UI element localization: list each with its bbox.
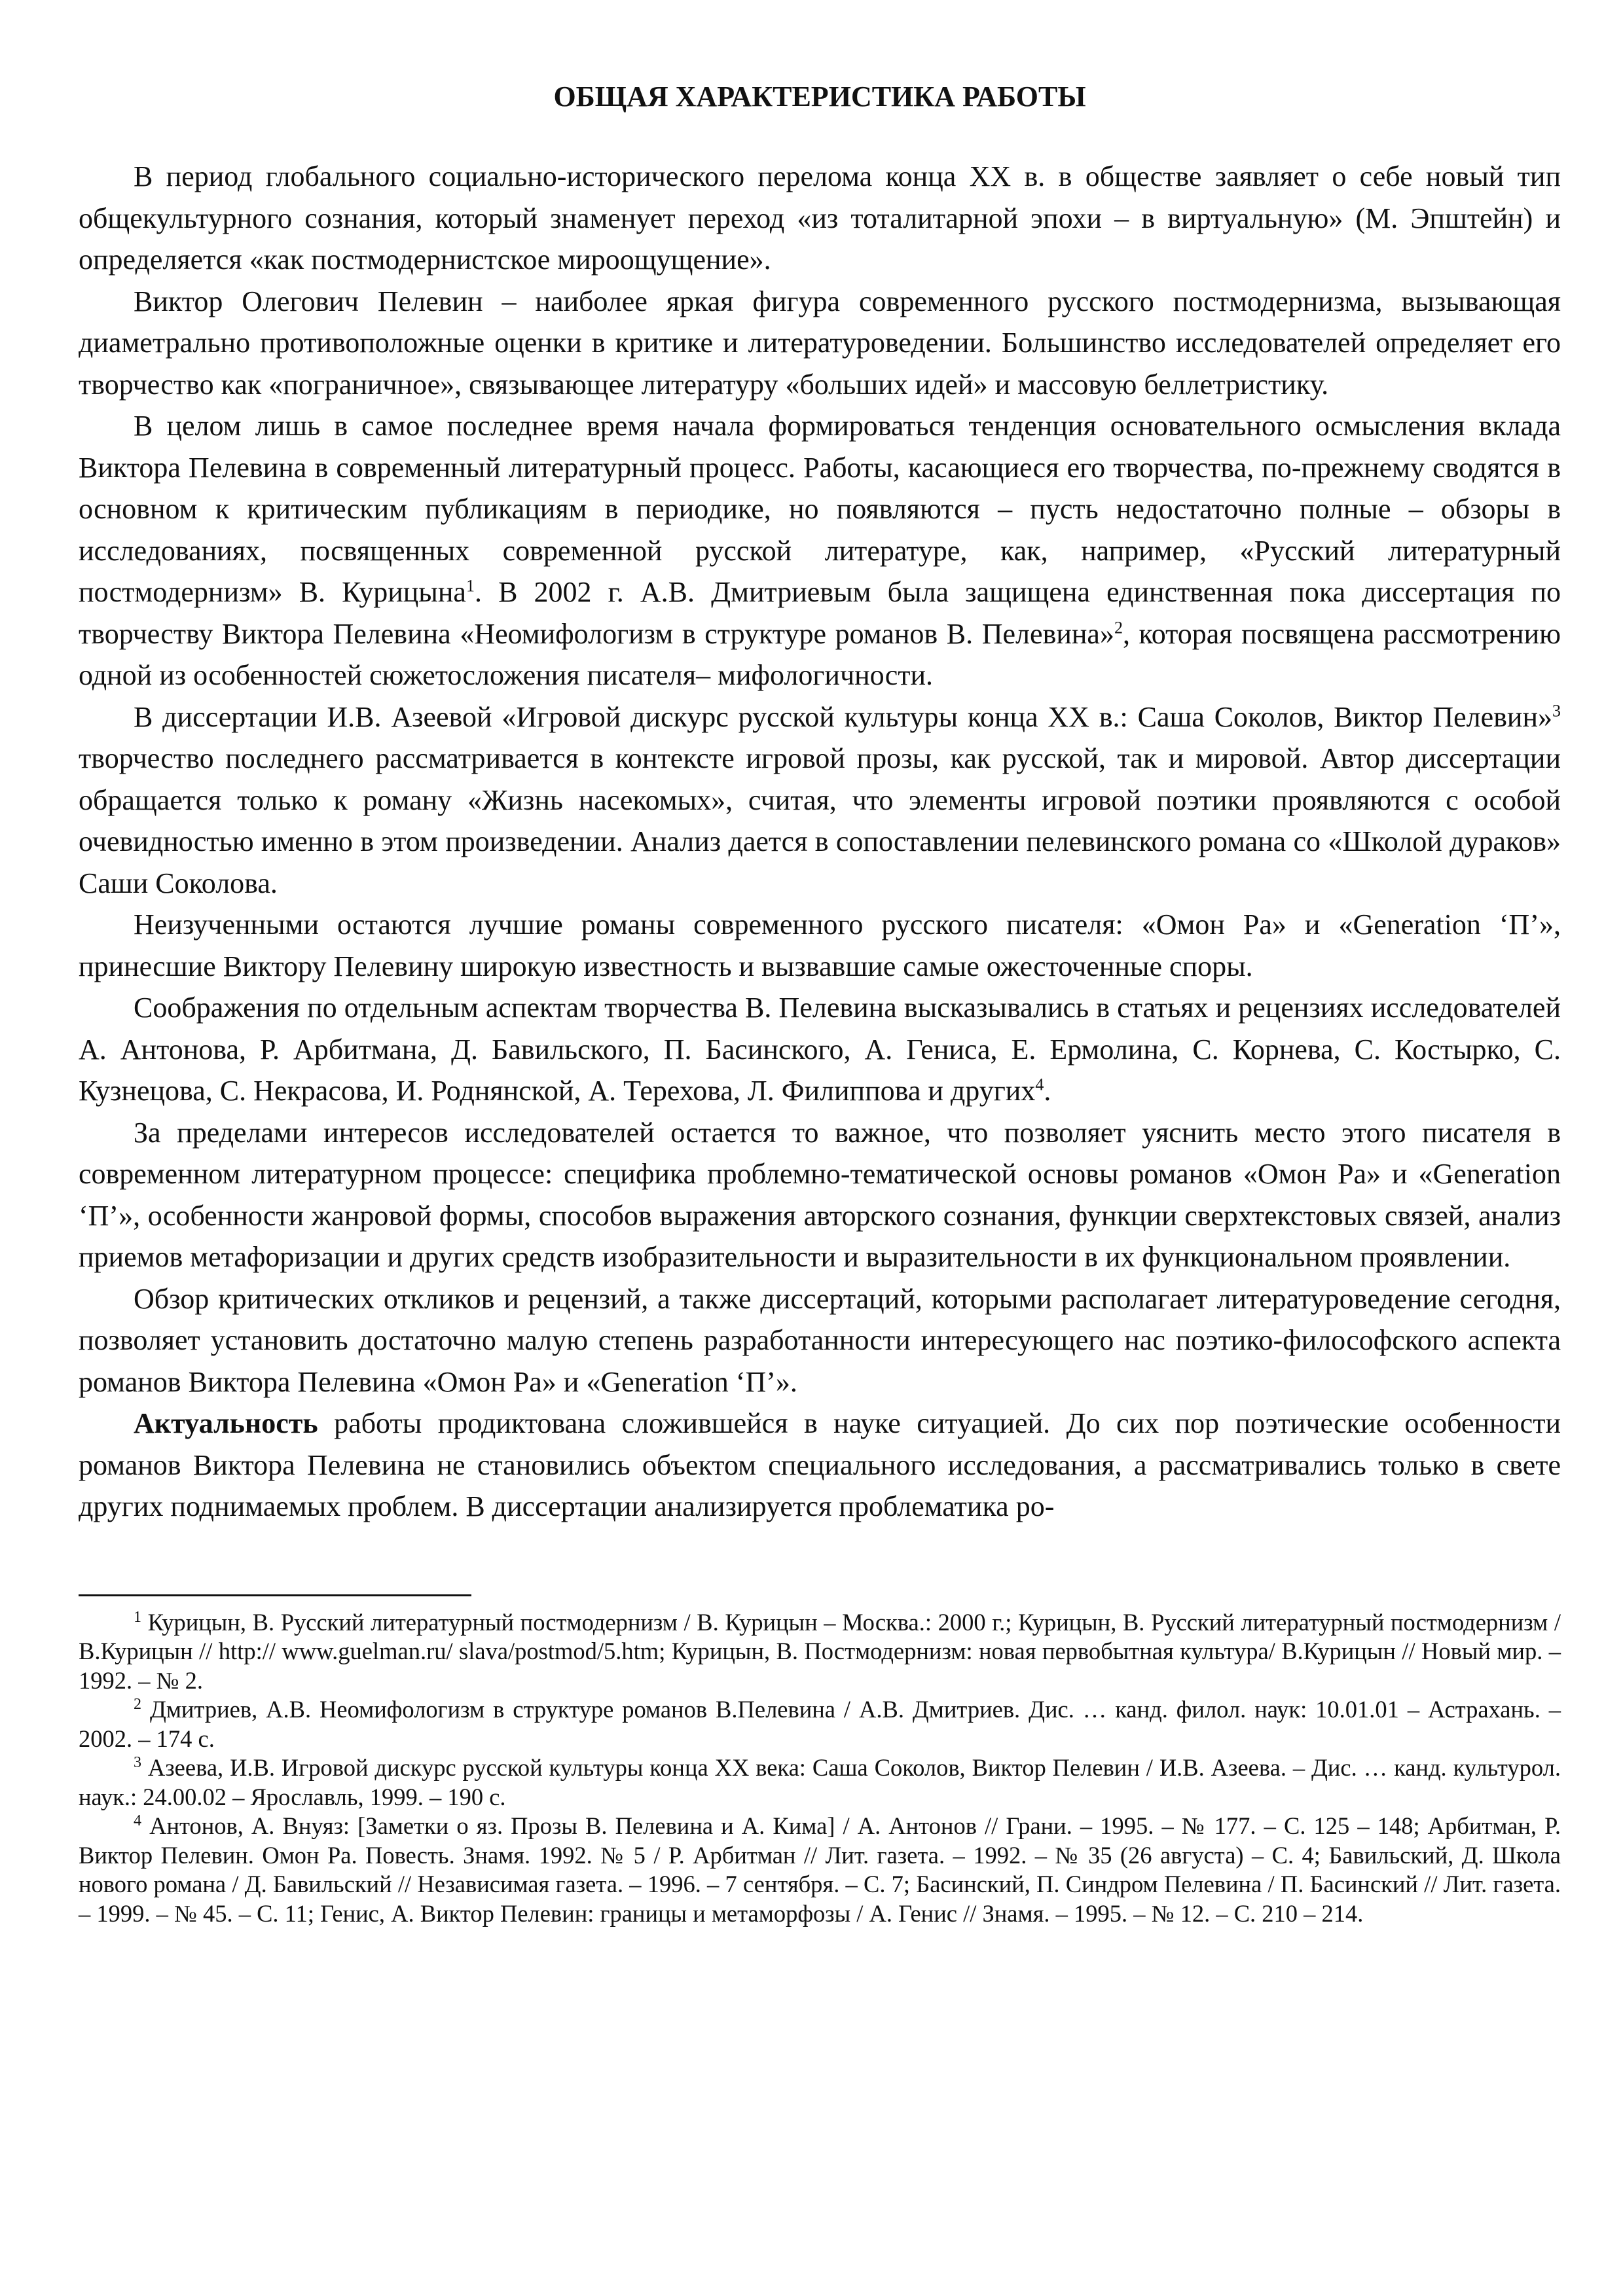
footnote-mark: 3 [1552, 700, 1561, 720]
paragraph: В целом лишь в самое последнее время начала формироваться тенденция основательного осмысления вклада Виктора Пелевина в современный литературный процесс. Работы, касающиеся его творчества, по-прежнему сводятся в основном к критическим публикациям в периодике, но появляются – пусть недостаточно полные – обзоры в исследованиях, посвященных современной русской литературе, как, например, «Русский литературный постмодернизм» В. Курицына$^1$. В 2002 г. А.В. Дмитриевым была защищена единственная пока диссертация по творчеству Виктора Пелевина «Неомифологизм в структуре романов В. Пелевина»$^2$, которая посвящена рассмотрению одной из особенностей сюжетосложения писателя– мифологичности. [79, 410, 1561, 691]
paragraph: В диссертации И.В. Азеевой «Игровой дискурс русской культуры конца XX в.: Саша Соколов, Виктор Пелевин»$^3$ творчество последнего рассматривается в контексте игровой прозы, как русской, так и мировой. Автор диссертации обращается только к роману «Жизнь насекомых», считая, что элементы игровой поэтики проявляются с особой очевидностью именно в этом произведении. Анализ дается в сопоставлении пелевинского романа со «Школой дураков» Саши Соколова. [79, 700, 1561, 899]
footnote: $^1$ Курицын, В. Русский литературный постмодернизм / В. Курицын – Москва.: 2000 г.; Курицын, В. Русский литературный постмодернизм / В.Курицын // http:// www.guelman.ru/ slava/postmod/5.htm; Курицын, В. Постмодернизм: новая первобытная культура/ В.Курицын // Новый мир. – 1992. – № 2. [79, 1608, 1561, 1694]
page-title: ОБЩАЯ ХАРАКТЕРИСТИКА РАБОТЫ [553, 81, 1086, 113]
paragraph: Неизученными остаются лучшие романы современного русского писателя: «Омон Ра» и «Generation ‘П’», принесшие Виктору Пелевину широкую известность и вызвавшие самые ожесточенные споры. [79, 908, 1561, 982]
paragraph: Обзор критических откликов и рецензий, а также диссертаций, которыми располагает литературоведение сегодня, позволяет установить достаточно малую степень разработанности интересующего нас поэтико-философского аспекта романов Виктора Пелевина «Омон Ра» и «Generation ‘П’». [79, 1282, 1561, 1398]
section-term: Актуальность [134, 1407, 318, 1439]
footnote: $^3$ Азеева, И.В. Игровой дискурс русской культуры конца XX века: Саша Соколов, Виктор Пелевин / И.В. Азеева. – Дис. … канд. культурол. наук.: 24.00.02 – Ярославль, 1999. – 190 с. [79, 1753, 1561, 1810]
paragraph: Виктор Олегович Пелевин – наиболее яркая фигура современного русского постмодернизма, вызывающая диаметрально противоположные оценки в критике и литературоведении. Большинство исследователей определяет его творчество как «пограничное», связывающее литературу «больших идей» и массовую беллетристику. [79, 285, 1561, 401]
paragraph: В период глобального социально-исторического перелома конца XX в. в обществе заявляет о себе новый тип общекультурного сознания, который знаменует переход «из тоталитарной эпохи – в виртуальную» (М. Эпштейн) и определяется «как постмодернистское мироощущение». [79, 160, 1561, 276]
paragraph: За пределами интересов исследователей остается то важное, что позволяет уяснить место этого писателя в современном литературном процессе: специфика проблемно-тематической основы романов «Омон Ра» и «Generation ‘П’», особенности жанровой формы, способов выражения авторского сознания, функции сверхтекстовых связей, анализ приемов метафоризации и других средств изобразительности и выразительности в их функциональном проявлении. [79, 1116, 1561, 1273]
footnote-divider [79, 1594, 471, 1596]
footnotes [79, 1608, 1561, 1929]
footnote: $^2$ Дмитриев, А.В. Неомифологизм в структуре романов В.Пелевина / А.В. Дмитриев. Дис. … канд. филол. наук: 10.01.01 – Астрахань. – 2002. – 174 с. [79, 1695, 1561, 1752]
footnote: $^4$ Антонов, А. Внуяз: [Заметки о яз. Прозы В. Пелевина и А. Кима] / А. Антонов // Грани. – 1995. – № 177. – С. 125 – 148; Арбитман, Р. Виктор Пелевин. Омон Ра. Повесть. Знамя. 1992. № 5 / Р. Арбитман // Лит. газета. – 1992. – № 35 (26 августа) – С. 4; Бавильский, Д. Школа нового романа / Д. Бавильский // Независимая газета. – 1996. – 7 сентября. – С. 7; Басинский, П. Синдром Пелевина / П. Басинский // Лит. газета. – 1999. – № 45. – С. 11; Генис, А. Виктор Пелевин: границы и метаморфозы / А. Генис // Знамя. – 1995. – № 12. – С. 210 – 214. [79, 1812, 1561, 1927]
footnote-mark: 1 [465, 576, 475, 596]
paragraph: Актуальность работы продиктована сложившейся в науке ситуацией. До сих пор поэтические особенности романов Виктора Пелевина не становились объектом специального исследования, а рассматривались только в свете других поднимаемых проблем. В диссертации анализируется проблематика ро- [79, 1407, 1561, 1522]
footnote-mark: 4 [1035, 1075, 1044, 1094]
paragraph: Соображения по отдельным аспектам творчества В. Пелевина высказывались в статьях и рецензиях исследователей А. Антонова, Р. Арбитмана, Д. Бавильского, П. Басинского, А. Гениса, Е. Ермолина, С. Корнева, С. Костырко, С. Кузнецова, С. Некрасова, И. Роднянской, А. Терехова, Л. Филиппова и других$^4$. [79, 992, 1561, 1107]
footnote-mark: 2 [1114, 617, 1123, 637]
